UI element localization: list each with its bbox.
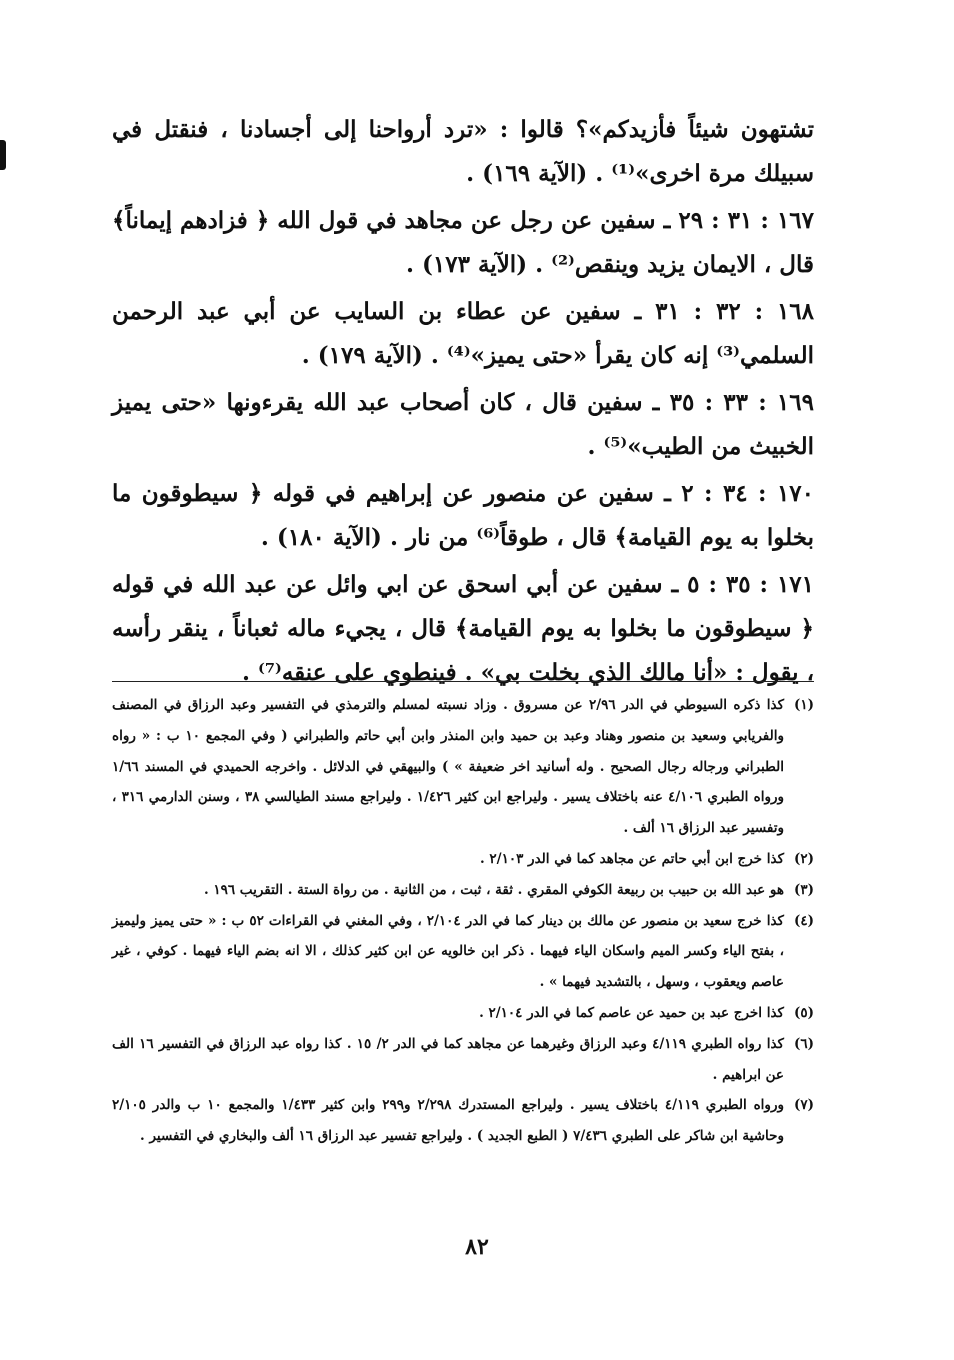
footnote xyxy=(112,906,814,998)
paragraph-text: ١٦٩ : ٣٣ : ٣٥ ـ سفين قال ، كان أصحاب عبد الله يقرءونها «حتى يميز الخبيث من الطيب»⁽⁵⁾ . xyxy=(112,389,814,460)
footnote-text: كذا خرج سعيد بن منصور عن مالك بن دينار كما في الدر ٢/١٠٤ ، وفي المغني في القراءات ٥٢ ب : « حتى يميز وليميز ، بفتح الياء وكسر الميم واسكان الياء فيهما . ذكر ابن خالويه عن ابن كثير كذلك ، الا انه بضم الياء فيهما . كوفي ، غير عاصم ويعقوب ، وسهل ، بالتشديد فيهما » . xyxy=(112,912,784,991)
footnote-number: (٥) xyxy=(793,1004,814,1021)
footnote-number: (٣) xyxy=(793,881,814,898)
footnote xyxy=(112,998,814,1029)
footnote xyxy=(112,1029,814,1091)
footnote xyxy=(112,690,814,844)
footnote-number: (١) xyxy=(793,697,814,713)
footnotes xyxy=(112,690,814,1152)
footnote-text: هو عبد الله بن حبيب بن ربيعة الكوفي المقري . ثقة ، ثبت ، من الثانية . من رواة الستة . التقريب ١٩٦ . xyxy=(203,881,784,898)
paragraph xyxy=(112,290,814,378)
paragraph xyxy=(112,381,814,469)
footnote xyxy=(112,1090,814,1152)
paragraph xyxy=(112,108,814,196)
footnote-text: كذا اخرج عبد بن حميد عن عاصم كما في الدر ٢/١٠٤ . xyxy=(479,1004,784,1021)
footnote-text: كذا ذكره السيوطي في الدر ٢/٩٦ عن مسروق . وزاد نسبته لمسلم والترمذي في التفسير وعبد الرزاق في المصنف والفريابي وسعيد بن منصور وهناد وعبد بن حميد وابن المنذر وابن أبي حاتم والطبراني ( وفي المجمع ١٠ ب : « رواه الطبراني ورجاله رجال الصحيح . وله أسانيد اخر ضعيفة » ) والبيهقي في الدلائل . واخرجه الحميدي في المسند ١/٦٦ ورواه الطبري ٤/١٠٦ عنه باختلاف يسير . وليراجع ابن كثير ١/٤٢٦ . وليراجع مسند الطيالسي ٣٨ ، وسنن الدارمي ٣١٦ ، وتفسير عبد الرزاق ١٦ ألف . xyxy=(112,697,785,837)
footnote-text: كذا رواه الطبري ٤/١١٩ وعبد الرزاق وغيرهما عن مجاهد كما في الدر ٢/ ١٥ . كذا رواه عبد الرزاق في التفسير ١٦ الف عن ابراهيم . xyxy=(112,1035,784,1083)
footnote xyxy=(112,875,814,906)
footnote-number: (٦) xyxy=(793,1035,814,1052)
footnote-text: كذا خرج ابن أبي حاتم عن مجاهد كما في الدر ٢/١٠٣ . xyxy=(480,850,784,867)
paragraph xyxy=(112,563,814,695)
paragraph xyxy=(112,199,814,287)
paragraph-text: ١٧١ : ٣٥ : ٥ ـ سفين عن أبي اسحق عن ابي وائل عن عبد الله في قوله ﴿ سيطوقون ما بخلوا به يوم القيامة﴾ قال ، يجيء ماله ثعباناً ، ينقر رأسه ، يقول : «أنا مالك الذي بخلت بي» . فينطوي على عنقه⁽⁷⁾ . xyxy=(112,571,814,686)
footnote-number: (٤) xyxy=(793,912,814,929)
paragraph-text: ١٧٠ : ٣٤ : ٢ ـ سفين عن منصور عن إبراهيم في قوله ﴿ سيطوقون ما بخلوا به يوم القيامة﴾ قال ، طوقاً⁽⁶⁾ من نار . (الآية ١٨٠) . xyxy=(112,480,815,551)
footnote-text: ورواه الطبري ٤/١١٩ باختلاف يسير . وليراجع المستدرك ٢/٢٩٨ و٢٩٩ وابن كثير ١/٤٣٣ والمجمع ١٠ ب والدر ٢/١٠٥ وحاشية ابن شاكر على الطبري ٧/٤٣٦ ( الطبع الجديد ) . وليراجع تفسير عبد الرزاق ١٦ ألف والبخاري في التفسير . xyxy=(112,1097,784,1145)
paragraph-text: ١٦٧ : ٣١ : ٢٩ ـ سفين عن رجل عن مجاهد في قول الله ﴿ فزادهم إيماناً﴾ قال ، الايمان يزيد وينقص⁽²⁾ . (الآية ١٧٣) . xyxy=(112,207,814,278)
binding-edge-mark xyxy=(0,140,6,170)
paragraph-text: ١٦٨ : ٣٢ : ٣١ ـ سفين عن عطاء بن السايب عن أبي عبد الرحمن السلمي⁽³⁾ إنه كان يقرأ «حتى يميز»⁽⁴⁾ . (الآية ١٧٩) . xyxy=(112,298,814,369)
paragraph-text: تشتهون شيئاً فأزيدكم»؟ قالوا : «ترد أرواحنا إلى أجسادنا ، فنقتل في سبيلك مرة اخرى»⁽¹⁾ . (الآية ١٦٩) . xyxy=(112,116,814,187)
paragraph xyxy=(112,472,814,560)
footnote-separator xyxy=(112,681,814,682)
main-text xyxy=(112,108,814,698)
page-number: ٨٢ xyxy=(465,1234,489,1260)
footnote-number: (٧) xyxy=(793,1097,814,1114)
footnote-number: (٢) xyxy=(793,850,814,867)
footnote xyxy=(112,844,814,875)
